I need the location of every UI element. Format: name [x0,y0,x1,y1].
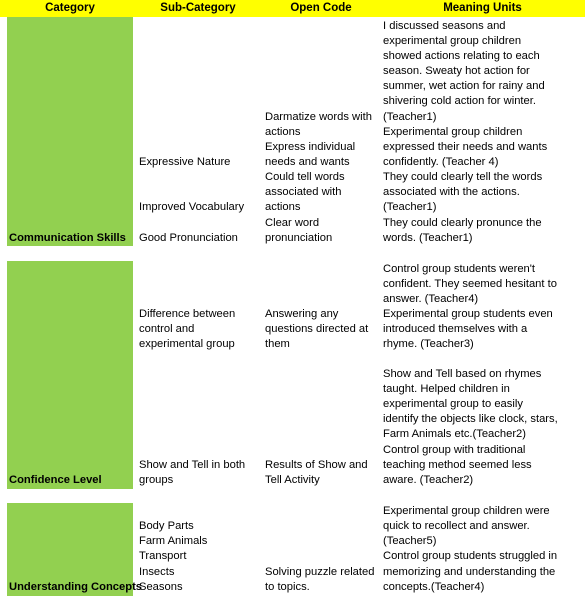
header-category: Category [45,2,95,14]
meaning-unit: They could clearly tell the words [383,171,543,183]
meaning-unit: experimental group children [383,35,522,47]
meaning-unit: expressed their needs and wants [383,141,548,153]
sub-category: Improved Vocabulary [139,201,245,213]
sub-category: Show and Tell in both [139,459,246,471]
meaning-unit: (Teacher1) [383,201,437,213]
meaning-unit: confidently. (Teacher 4) [383,156,499,168]
meaning-unit: words. (Teacher1) [383,232,473,244]
open-code: Solving puzzle related [265,566,375,578]
open-code: Express individual [265,141,356,153]
open-code: Tell Activity [265,474,320,486]
meaning-unit: confident. They seemed hesitant to [383,278,557,290]
sub-category: Farm Animals [139,535,208,547]
meaning-unit: taught. Helped children in [383,383,510,395]
open-code: actions [265,201,301,213]
meaning-unit: Control group with traditional [383,444,526,456]
sub-category: Seasons [139,581,183,593]
table-header [0,0,585,17]
open-code: to topics. [265,581,310,593]
meaning-unit: summer, wet action for rainy and [383,80,545,92]
open-code: Results of Show and [265,459,368,471]
meaning-unit: experimental group to easily [383,398,523,410]
open-code: needs and wants [265,156,350,168]
open-code: Clear word [265,217,320,229]
open-code: pronunciation [265,232,333,244]
category-cell-confidence-level [7,261,133,489]
meaning-unit: They could clearly pronunce the [383,217,542,229]
open-code: Answering any [265,308,339,320]
category-label: Understanding Concepts [9,581,143,593]
meaning-unit: Experimental group children were [383,505,550,517]
meaning-unit: showed actions relating to each [383,50,540,62]
sub-category: Transport [139,550,187,562]
meaning-unit: quick to recollect and answer. [383,520,530,532]
header-sub-category: Sub-Category [160,2,236,14]
meaning-unit: rhyme. (Teacher3) [383,338,474,350]
meaning-unit: Experimental group children [383,126,523,138]
meaning-unit: introduced themselves with a [383,323,528,335]
open-code: associated with [265,186,342,198]
sub-category: Expressive Nature [139,156,231,168]
header-meaning-units: Meaning Units [443,2,522,14]
sub-category: Difference between [139,308,236,320]
sub-category: Body Parts [139,520,194,532]
meaning-unit: Control group students struggled in [383,550,558,562]
meaning-unit: teaching method seemed less [383,459,532,471]
meaning-unit: concepts.(Teacher4) [383,581,485,593]
category-label: Confidence Level [9,474,102,486]
meaning-unit: answer. (Teacher4) [383,293,479,305]
meaning-unit: memorizing and understanding the [383,566,556,578]
open-code: questions directed at [265,323,369,335]
open-code: actions [265,126,301,138]
header-open-code: Open Code [290,2,352,14]
meaning-unit: Control group students weren't [383,263,536,275]
meaning-unit: I discussed seasons and [383,20,506,32]
sub-category: experimental group [139,338,235,350]
meaning-unit: (Teacher1) [383,111,437,123]
sub-category: groups [139,474,174,486]
meaning-unit: associated with the actions. [383,186,520,198]
category-label: Communication Skills [9,232,126,244]
category-cell-communication-skills [7,17,133,246]
sub-category: control and [139,323,195,335]
meaning-unit: season. Sweaty hot action for [383,65,530,77]
meaning-unit: Experimental group students even [383,308,553,320]
meaning-unit: Show and Tell based on rhymes [383,368,542,380]
meaning-unit: identify the objects like clock, stars, [383,413,558,425]
open-code: them [265,338,290,350]
open-code: Could tell words [265,171,345,183]
meaning-unit: (Teacher5) [383,535,437,547]
meaning-unit: shivering cold action for winter. [383,95,536,107]
sub-category: Insects [139,566,175,578]
meaning-unit: aware. (Teacher2) [383,474,474,486]
meaning-unit: Farm Animals etc.(Teacher2) [383,428,526,440]
sub-category: Good Pronunciation [139,232,238,244]
open-code: Darmatize words with [265,111,372,123]
